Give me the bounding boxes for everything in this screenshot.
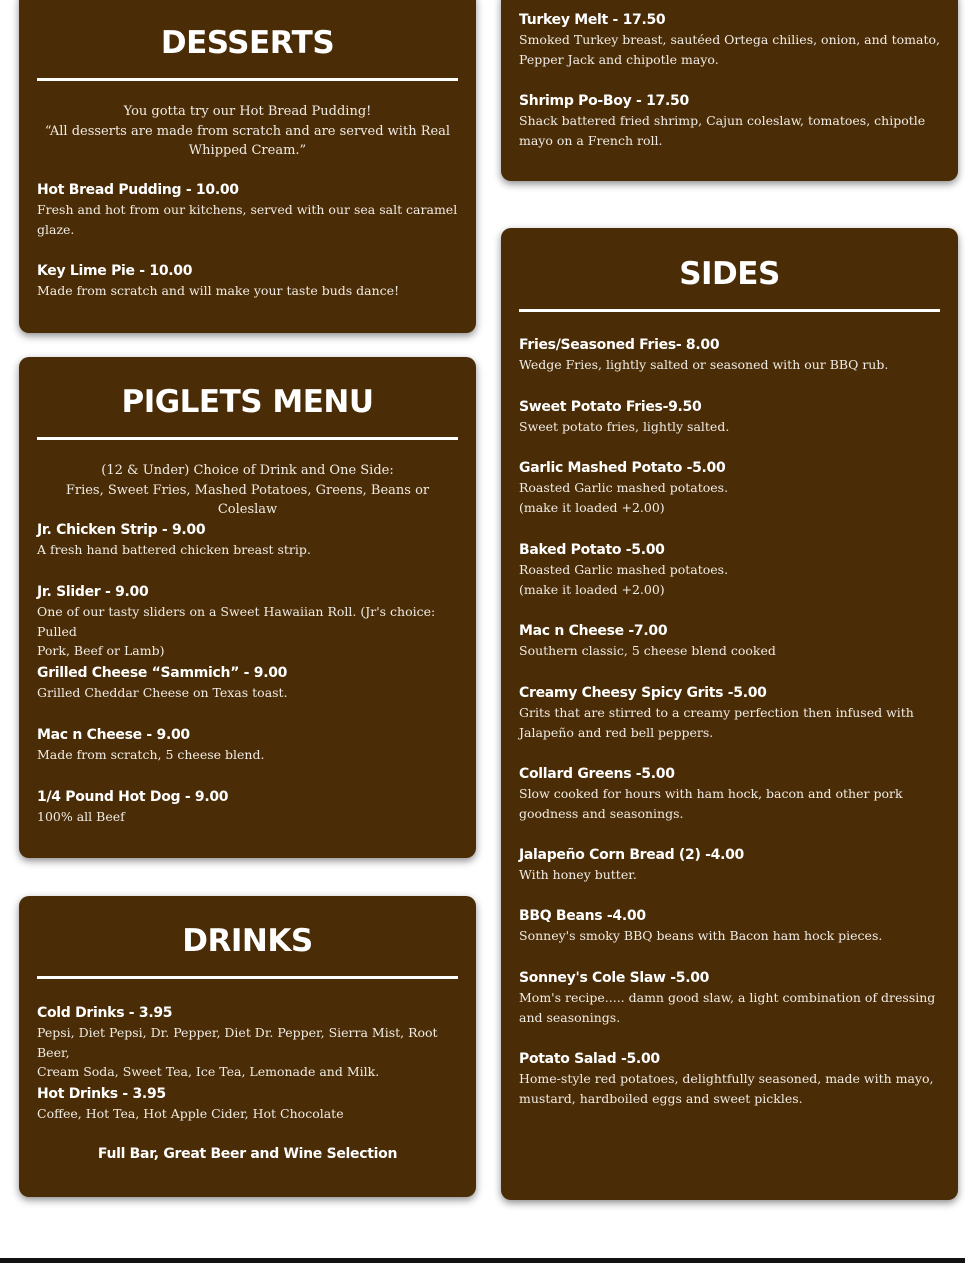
item-desc: Roasted Garlic mashed potatoes. [519,562,729,577]
menu-item [37,1003,467,1082]
desserts-divider [37,78,458,81]
item-desc: Mom's recipe..... damn good slaw, a light combination of dressing [519,990,936,1005]
item-desc: With honey butter. [519,867,637,882]
piglets-card [19,357,476,858]
menu-item [519,906,949,946]
item-desc: Made from scratch and will make your taste buds dance! [37,283,400,298]
drinks-card [19,896,476,1197]
page-bottom-edge [0,1258,965,1263]
sides-title: SIDES [679,256,780,292]
item-name: Garlic Mashed Potato -5.00 [519,460,726,476]
item-name: BBQ Beans -4.00 [519,908,646,924]
item-name: Collard Greens -5.00 [519,766,675,782]
item-desc: Pork, Beef or Lamb) [37,643,165,658]
item-name: Mac n Cheese -7.00 [519,623,668,639]
item-desc: Shack battered fried shrimp, Cajun coleslaw, tomatoes, chipotle [519,113,926,128]
menu-item [519,540,949,599]
item-name: Mac n Cheese - 9.00 [37,727,190,743]
item-name: Potato Salad -5.00 [519,1051,660,1067]
menu-item [37,180,467,239]
item-desc: Jalapeño and red bell peppers. [519,724,714,740]
menu-item [519,764,949,823]
item-desc: mayo on a French roll. [519,132,663,148]
menu-item [519,91,949,150]
item-name: Hot Bread Pudding - 10.00 [37,182,239,198]
menu-item [37,725,467,765]
menu-item [519,10,949,69]
menu-item [37,520,467,560]
item-name: Cold Drinks - 3.95 [37,1005,173,1021]
item-desc: Southern classic, 5 cheese blend cooked [519,643,776,658]
item-desc: A fresh hand battered chicken breast strip. [37,542,311,557]
item-name: Creamy Cheesy Spicy Grits -5.00 [519,685,767,701]
menu-item [519,621,949,661]
menu-item [519,683,949,742]
item-desc: Coffee, Hot Tea, Hot Apple Cider, Hot Chocolate [37,1106,344,1121]
menu-item [37,582,467,661]
item-desc: and seasonings. [519,1009,621,1025]
item-desc: Cream Soda, Sweet Tea, Ice Tea, Lemonade and Milk. [37,1064,380,1079]
item-name: Jr. Slider - 9.00 [37,584,149,600]
item-desc: Grilled Cheddar Cheese on Texas toast. [37,685,288,700]
drinks-divider [37,976,458,979]
menu-item [519,845,949,885]
item-name: 1/4 Pound Hot Dog - 9.00 [37,789,229,805]
desserts-card [19,0,476,333]
desserts-intro-line: “All desserts are made from scratch and are served with Real [44,123,451,139]
menu-item [519,458,949,517]
piglets-divider [37,437,458,440]
piglets-title: PIGLETS MENU [121,384,374,420]
item-desc: (make it loaded +2.00) [519,581,665,597]
item-desc: Smoked Turkey breast, sautéed Ortega chilies, onion, and tomato, [519,32,941,47]
item-desc: glaze. [37,221,75,237]
item-desc: 100% all Beef [37,809,125,824]
item-desc: Made from scratch, 5 cheese blend. [37,747,265,762]
menu-item [37,787,467,827]
item-desc: Home-style red potatoes, delightfully seasoned, made with mayo, [519,1071,934,1086]
item-name: Grilled Cheese “Sammich” - 9.00 [37,665,288,681]
menu-item [519,1049,949,1108]
sides-card [501,228,958,1200]
item-desc: One of our tasty sliders on a Sweet Hawaiian Roll. (Jr's choice: Pulled [37,604,436,639]
drinks-title: DRINKS [182,923,313,959]
item-desc: Fresh and hot from our kitchens, served with our sea salt caramel [37,202,458,217]
desserts-intro [37,102,458,161]
menu-item [519,968,949,1027]
item-name: Turkey Melt - 17.50 [519,12,666,28]
piglets-intro [37,461,458,520]
drinks-footer: Full Bar, Great Beer and Wine Selection [97,1146,398,1162]
desserts-title: DESSERTS [160,25,335,61]
item-name: Jalapeño Corn Bread (2) -4.00 [519,847,744,863]
item-desc: (make it loaded +2.00) [519,499,665,515]
sides-divider [519,309,940,312]
item-desc: Sweet potato fries, lightly salted. [519,419,730,434]
item-name: Sweet Potato Fries-9.50 [519,399,702,415]
item-desc: Roasted Garlic mashed potatoes. [519,480,729,495]
item-desc: Slow cooked for hours with ham hock, bacon and other pork [519,786,903,801]
item-desc: Pepsi, Diet Pepsi, Dr. Pepper, Diet Dr. Pepper, Sierra Mist, Root Beer, [37,1025,438,1060]
piglets-intro-line: Fries, Sweet Fries, Mashed Potatoes, Greens, Beans or Coleslaw [65,482,430,517]
desserts-intro-line: You gotta try our Hot Bread Pudding! [123,104,372,119]
item-name: Sonney's Cole Slaw -5.00 [519,970,710,986]
menu-item [519,397,949,437]
item-name: Fries/Seasoned Fries- 8.00 [519,337,720,353]
item-name: Baked Potato -5.00 [519,542,665,558]
item-desc: goodness and seasonings. [519,805,684,821]
item-desc: Pepper Jack and chipotle mayo. [519,51,719,67]
menu-item [37,1084,467,1124]
menu-item [37,663,467,703]
piglets-intro-line: (12 & Under) Choice of Drink and One Side: [101,463,394,478]
menu-item [519,335,949,375]
item-desc: Grits that are stirred to a creamy perfection then infused with [519,705,914,720]
menu-item [37,261,467,301]
item-name: Hot Drinks - 3.95 [37,1086,166,1102]
sandwiches-card [501,0,958,181]
item-name: Shrimp Po-Boy - 17.50 [519,93,689,109]
item-desc: mustard, hardboiled eggs and sweet pickles. [519,1090,803,1106]
item-name: Jr. Chicken Strip - 9.00 [37,522,206,538]
item-desc: Sonney's smoky BBQ beans with Bacon ham hock pieces. [519,928,883,943]
item-desc: Wedge Fries, lightly salted or seasoned with our BBQ rub. [519,357,889,372]
item-name: Key Lime Pie - 10.00 [37,263,193,279]
desserts-intro-line: Whipped Cream.” [188,143,307,158]
